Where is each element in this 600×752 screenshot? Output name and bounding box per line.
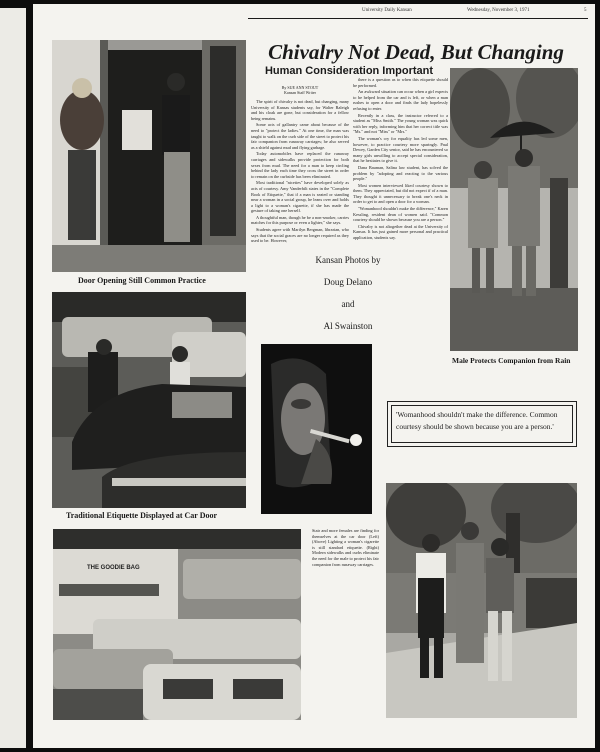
car-scene-illustration <box>52 292 246 508</box>
paragraph: Students agree with Marilyn Bergman, librarian, who says that the social graces are no longer required as they used to be. However, <box>251 227 349 244</box>
credit-line-1: Kansan Photos by <box>315 255 381 265</box>
sidewalk-scene-illustration <box>386 483 577 718</box>
folio-rule <box>248 18 588 19</box>
page-folio <box>252 8 592 18</box>
cigarette-scene-illustration <box>261 344 372 514</box>
caption-rain: Male Protects Companion from Rain <box>452 356 571 365</box>
subhead: Human Consideration Important <box>264 65 434 77</box>
paragraph: An awkward situation can occur when a girl expects to be helped from the car and is left, or when a man rushes to open a door and finds the lady hopelessly refusing to enter. <box>353 89 448 111</box>
byline-title: Kansan Staff Writer <box>284 90 316 95</box>
photo-credit <box>292 249 404 331</box>
photo-rain <box>450 68 578 351</box>
pull-quote: 'Womanhood shouldn't make the difference. Common courtesy should be shown because you are a person.' <box>387 401 577 447</box>
paragraph: Today automobiles have replaced the runaway carriages and sidewalks provide protection for both sexes from mud. The need for a man to keep circling behind the lady each time they cross the street in order to remain on the curbside has been eliminated. <box>251 151 349 179</box>
caption-car: Traditional Etiquette Displayed at Car Door <box>66 511 218 520</box>
credit-line-4: Al Swainston <box>323 321 373 331</box>
paragraph: there is a question as to when this etiquette should be performed. <box>353 77 448 88</box>
photo-sidewalk <box>386 483 577 718</box>
paragraph: Dana Bauman, Salina law student, has solved the problem by "adopting and reacting to the various people." <box>353 164 448 182</box>
photo-parking-lot <box>53 529 301 720</box>
paragraph: A thoughtful man, though he be a non-smoker, carries matches for this purpose or even a lighter," she says. <box>251 214 349 226</box>
parking-scene-illustration <box>53 529 301 720</box>
photo-car-door <box>52 292 246 508</box>
byline <box>250 85 350 99</box>
paragraph: Some acts of gallantry came about because of the need to "protect the ladies." At one time, the man was taught to walk on the curb side of the street to protect his fair companion from runaway carriages; he also served as a shield against mud and flying garbage. <box>251 122 349 150</box>
paragraph: Recently in a class, the instructor referred to a student as "Miss Smith." The young woman was quick with her reply, informing him that her correct title was "Ms." and not "Miss" or "Mrs." <box>353 112 448 135</box>
paragraph: The woman's cry for equality has led some men, however, to practice courtesy more sparingly. Paul Dewey, Garden City senior, said he has encountered so many girls unwilling to accept special consideration, that he hesitates to give it. <box>353 135 448 164</box>
credit-line-3: and <box>341 299 355 309</box>
door-scene-illustration <box>52 40 246 272</box>
bus-sign: THE GOODIE BAG <box>87 565 140 571</box>
paragraph: Most women interviewed liked courtesy shown to them. They appreciated, but did not expect if of a man. They thought it unnecessary to break one's neck in order to get to and open a door for a woman. <box>353 182 448 205</box>
newspaper-name: University Daily Kansan <box>362 8 412 13</box>
credit-line-2: Doug Delano <box>323 277 373 287</box>
paragraph: Most traditional "niceties" have developed solely as acts of courtesy. Amy Vanderbilt states in the "Complete Book of Etiquette," that if a man is seated or standing near a woman in a social group, he leans over and holds a light to a woman's cigarette, if she has made the gesture of taking one herself. <box>251 180 349 214</box>
adjacent-page-strip <box>0 8 26 748</box>
side-caption: Stair and more females are finding for themselves at the car door (Left) (Above) Lighting a woman's cigarette is still standard etiquette. (Right) Modern sidewalks and curbs eliminate the need for the male to protect his fair companion from runaway carriages. <box>312 528 379 567</box>
byline-name: By SUE ANN STOUT <box>281 85 319 90</box>
paragraph: "Womanhood shouldn't make the difference," Karen Kessling, resident dean of women said. "Common courtesy should be shown because you are a person." <box>353 206 448 223</box>
paragraph: The spirit of chivalry is not dead, but changing, many University of Kansas students say, for Walter Raleigh and his cloak are gone, but consideration for a fellow being remains. <box>251 99 349 121</box>
page-number: 5 <box>584 8 587 13</box>
headline: Chivalry Not Dead, But Changing <box>268 40 564 64</box>
issue-date: Wednesday, November 3, 1971 <box>467 8 530 13</box>
paragraph: Chivalry is not altogether dead at the University of Kansas. It has just gained more personal and practical application, students say. <box>353 223 448 241</box>
photo-door-opening <box>52 40 246 272</box>
rain-scene-illustration <box>450 68 578 351</box>
caption-door: Door Opening Still Common Practice <box>78 276 206 285</box>
photo-cigarette <box>261 344 372 514</box>
article-column-right <box>353 77 448 245</box>
article-column-left <box>251 99 349 245</box>
